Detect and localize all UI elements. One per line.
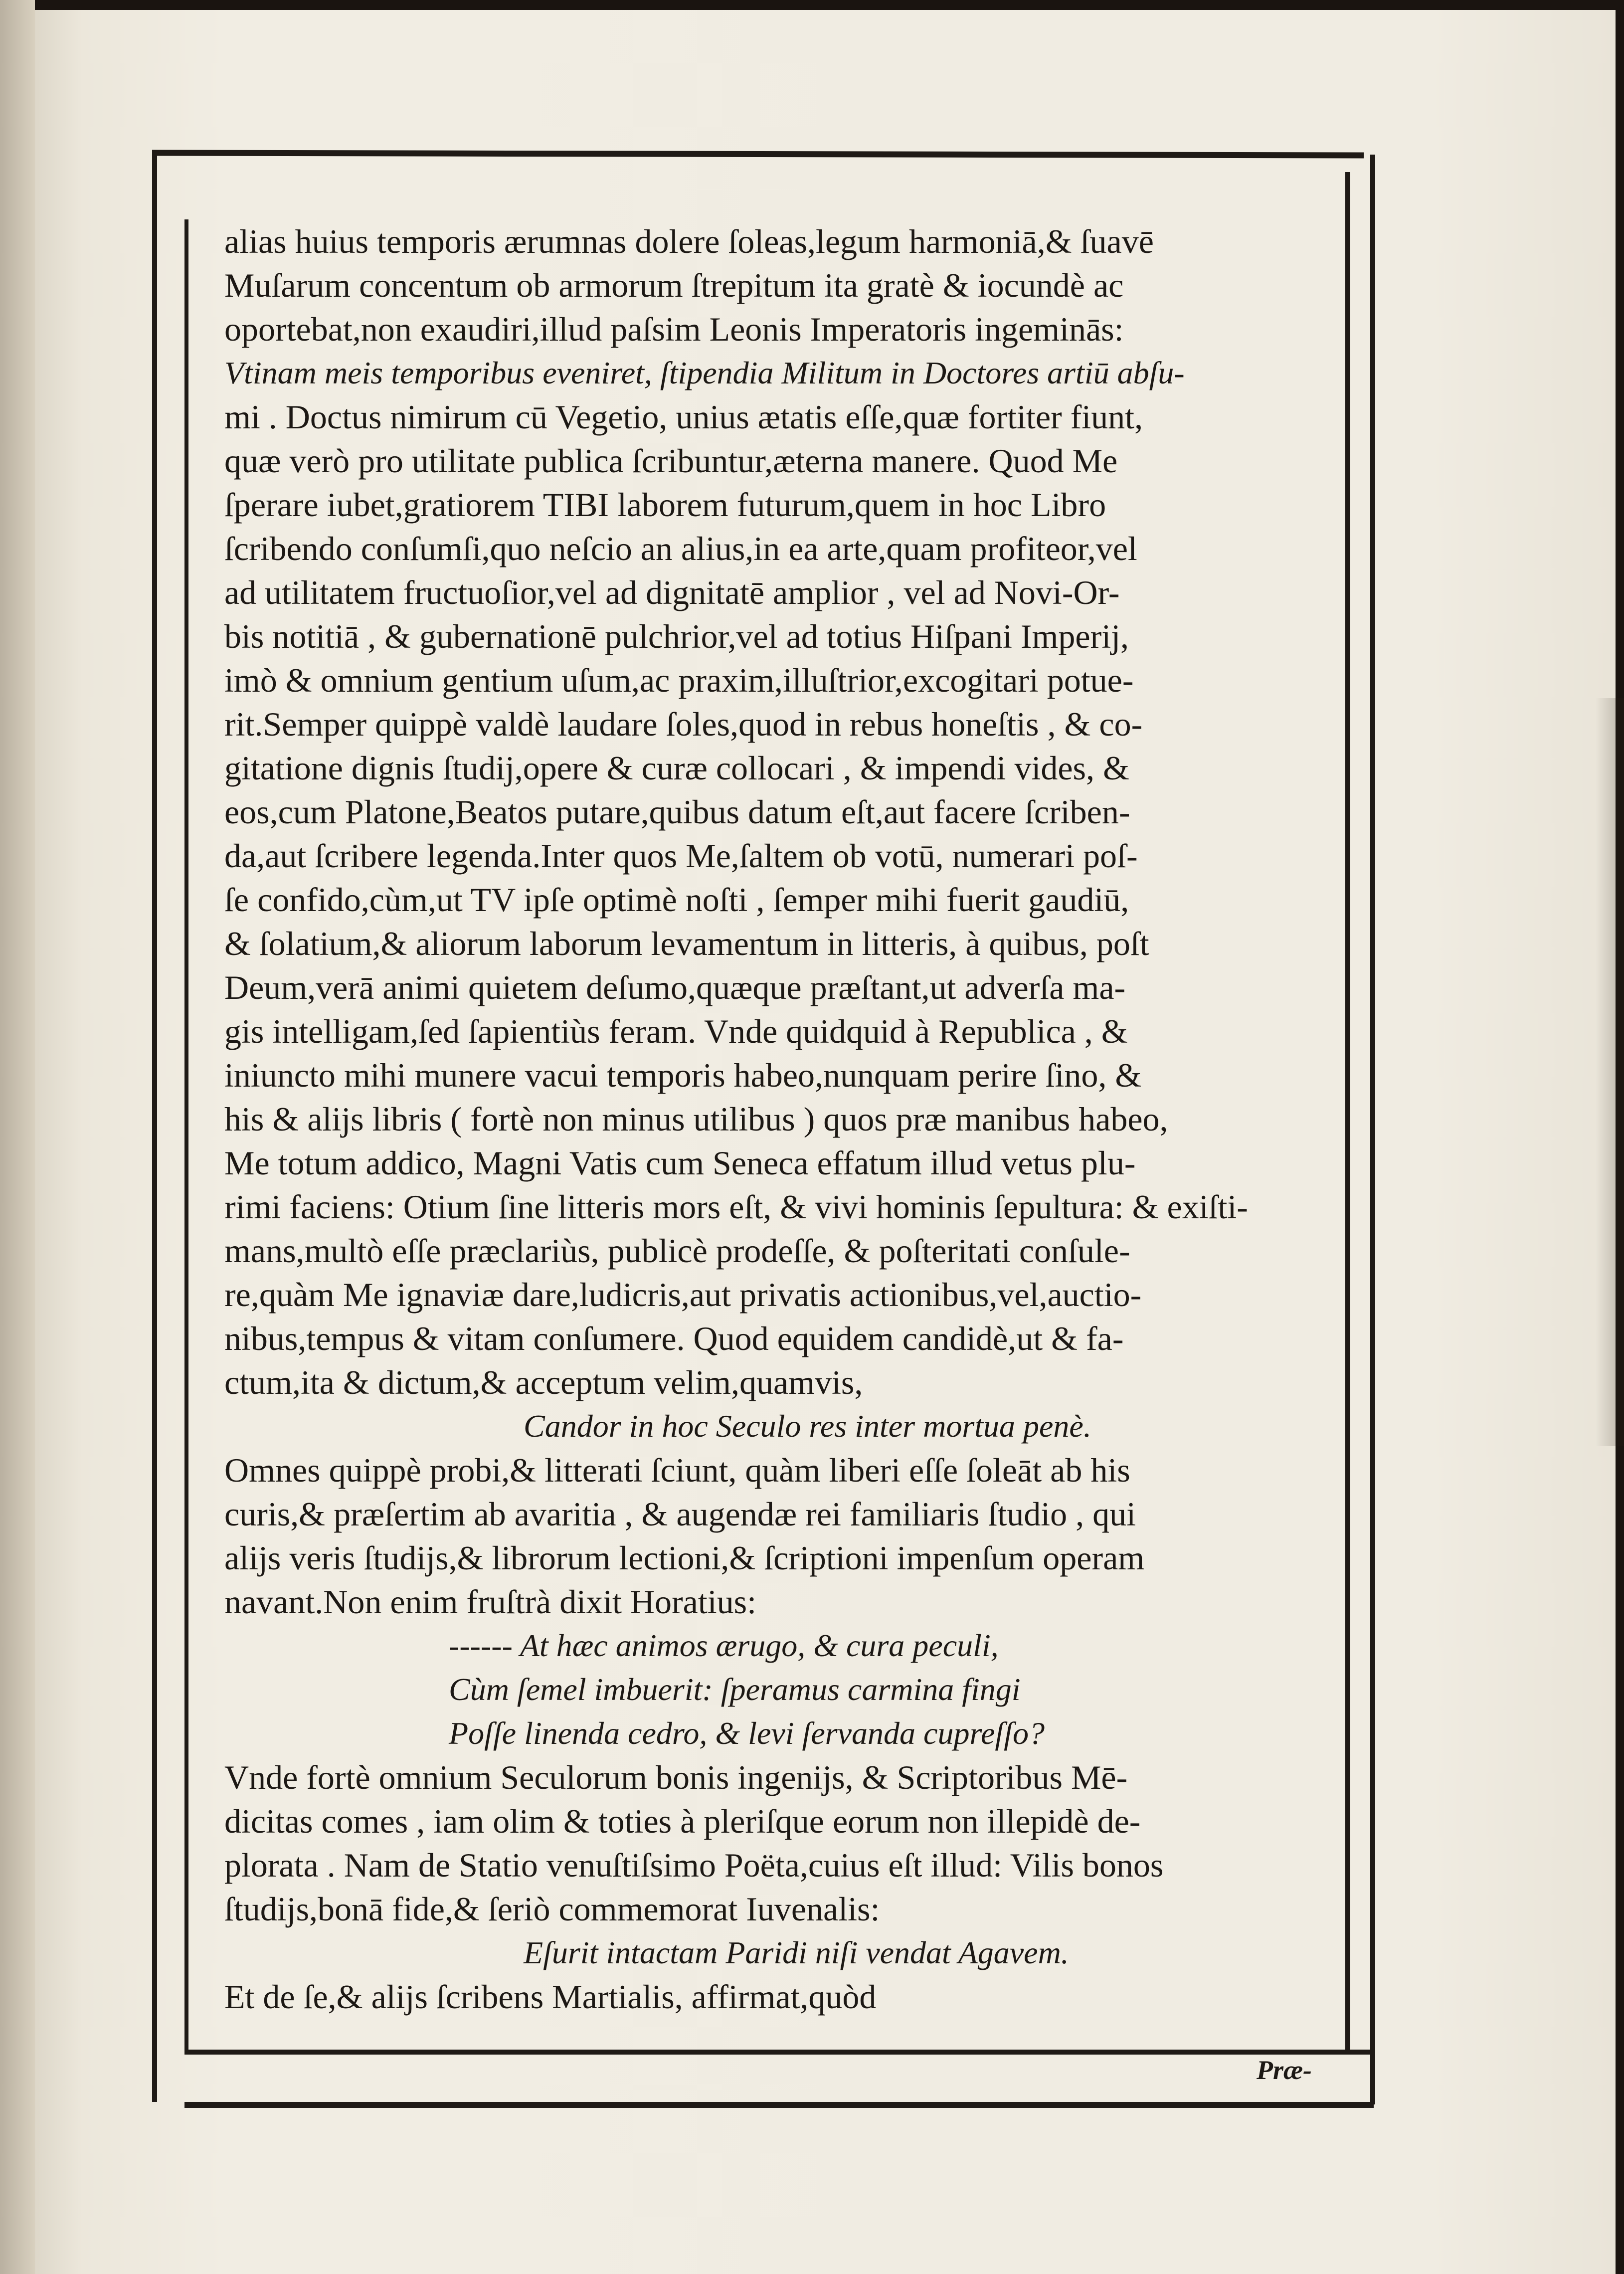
text-line: ſe confido,cùm,ut TV ipſe optimè noſti , ſemper mihi fuerit gaudiū,	[224, 881, 1129, 919]
text-line: gitatione dignis ſtudij,opere & curæ collocari , & impendi vides, &	[224, 749, 1129, 787]
text-line: alias huius temporis ærumnas dolere ſoleas,legum harmoniā,& ſuavē	[224, 222, 1154, 260]
verse-line: ------ At hæc animos ærugo, & cura peculi,	[449, 1628, 999, 1663]
text-line: re,quàm Me ignaviæ dare,ludicris,aut privatis actionibus,vel,auctio-	[224, 1276, 1142, 1314]
verse-line: Eſurit intactam Paridi niſi vendat Agavem.	[524, 1935, 1069, 1970]
text-line: iniuncto mihi munere vacui temporis habeo,nunquam perire ſino, &	[224, 1056, 1142, 1094]
text-line: ſcribendo conſumſi,quo neſcio an alius,in ea arte,quam profiteor,vel	[224, 530, 1137, 568]
text-line: oportebat,non exaudiri,illud paſsim Leonis Imperatoris ingeminās:	[224, 310, 1124, 348]
text-line: eos,cum Platone,Beatos putare,quibus datum eſt,aut facere ſcriben-	[224, 793, 1130, 831]
text-line-italic: Vtinam meis temporibus eveniret, ſtipendia Militum in Doctores artiū abſu-	[224, 355, 1185, 390]
text-block	[224, 219, 1341, 2019]
text-line: Muſarum concentum ob armorum ſtrepitum ita gratè & iocundè ac	[224, 266, 1124, 304]
text-line: Omnes quippè probi,& litterati ſciunt, quàm liberi eſſe ſoleāt ab his	[224, 1451, 1130, 1489]
text-line: dicitas comes , iam olim & toties à pleriſque eorum non illepidè de-	[224, 1802, 1141, 1840]
frame-rule-bottom	[184, 2050, 1374, 2055]
frame-rule-right-outer	[1370, 155, 1375, 2104]
text-line: alijs veris ſtudijs,& librorum lectioni,& ſcriptioni impenſum operam	[224, 1539, 1145, 1577]
text-line: Me totum addico, Magni Vatis cum Seneca effatum illud vetus plu-	[224, 1144, 1136, 1182]
text-line: ſperare iubet,gratiorem TIBI laborem futurum,quem in hoc Libro	[224, 486, 1106, 524]
text-line: imò & omnium gentium uſum,ac praxim,illuſtrior,excogitari potue-	[224, 661, 1134, 699]
text-line: gis intelligam,ſed ſapientiùs feram. Vnde quidquid à Republica , &	[224, 1012, 1128, 1050]
text-line: Vnde fortè omnium Seculorum bonis ingenijs, & Scriptoribus Mē-	[224, 1758, 1128, 1796]
text-line: nibus,tempus & vitam conſumere. Quod equidem candidè,ut & fa-	[224, 1320, 1124, 1357]
text-line: bis notitiā , & gubernationē pulchrior,vel ad totius Hiſpani Imperij,	[224, 617, 1129, 655]
frame-rule-bottom-outer	[184, 2102, 1374, 2108]
frame-rule-left	[152, 152, 157, 2102]
book-gutter	[0, 0, 35, 2274]
text-line: Et de ſe,& alijs ſcribens Martialis, affirmat,quòd	[224, 1978, 877, 2016]
text-line: ſtudijs,bonā fide,& ſeriò commemorat Iuvenalis:	[224, 1890, 880, 1928]
page-edge-shadow	[1596, 698, 1624, 1446]
text-line: navant.Non enim fruſtrà dixit Horatius:	[224, 1583, 756, 1621]
frame-rule-right	[1345, 172, 1350, 2052]
verse-line: Candor in hoc Seculo res inter mortua penè.	[524, 1408, 1091, 1444]
frame-rule-inner-left	[184, 219, 188, 2055]
text-line: mans,multò eſſe præclariùs, publicè prodeſſe, & poſteritati conſule-	[224, 1232, 1130, 1270]
text-line: his & alijs libris ( fortè non minus utilibus ) quos præ manibus habeo,	[224, 1100, 1168, 1138]
text-line: mi . Doctus nimirum cū Vegetio, unius ætatis eſſe,quæ fortiter fiunt,	[224, 398, 1143, 436]
text-line: quæ verò pro utilitate publica ſcribuntur,æterna manere. Quod Me	[224, 442, 1118, 480]
text-line: plorata . Nam de Statio venuſtiſsimo Poëta,cuius eſt illud: Vilis bonos	[224, 1846, 1164, 1884]
verse-line: Cùm ſemel imbuerit: ſperamus carmina fingi	[449, 1672, 1021, 1707]
text-line: rit.Semper quippè valdè laudare ſoles,quod in rebus honeſtis , & co-	[224, 705, 1143, 743]
verse-line: Poſſe linenda cedro, & levi ſervanda cupreſſo?	[449, 1715, 1045, 1751]
text-line: rimi faciens: Otium ſine litteris mors eſt, & vivi hominis ſepultura: & exiſti-	[224, 1188, 1248, 1226]
text-line: da,aut ſcribere legenda.Inter quos Me,ſaltem ob votū, numerari poſ-	[224, 837, 1138, 875]
text-line: ad utilitatem fructuoſior,vel ad dignitatē amplior , vel ad Novi-Or-	[224, 573, 1120, 611]
text-line: ctum,ita & dictum,& acceptum velim,quamvis,	[224, 1363, 863, 1401]
text-line: curis,& præſertim ab avaritia , & augendæ rei familiaris ſtudio , qui	[224, 1495, 1136, 1533]
catchword: Præ-	[1257, 2055, 1312, 2085]
text-line: & ſolatium,& aliorum laborum levamentum in litteris, à quibus, poſt	[224, 925, 1149, 962]
text-line: Deum,verā animi quietem deſumo,quæque præſtant,ut adverſa ma-	[224, 968, 1126, 1006]
